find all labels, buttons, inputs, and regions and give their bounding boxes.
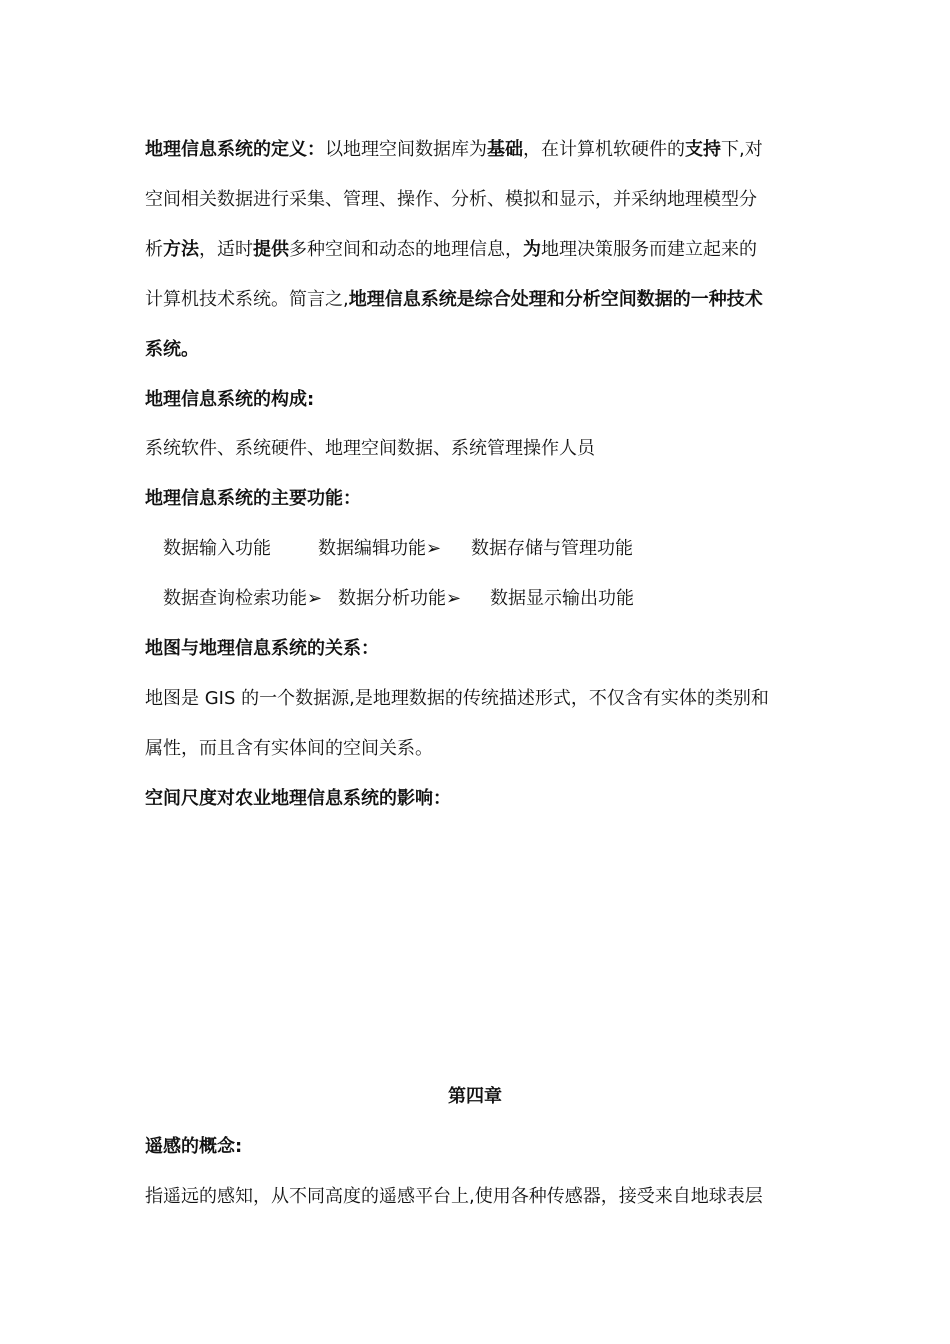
composition-heading: 地理信息系统的构成:	[145, 389, 315, 410]
definition-line-4: 计算机技术系统。简言之,地理信息系统是综合处理和分析空间数据的一种技术	[145, 289, 763, 310]
definition-line-1: 地理信息系统的定义：以地理空间数据库为基础，在计算机软硬件的支持下,对	[145, 139, 763, 160]
function-item: 数据编辑功能➢	[318, 538, 442, 559]
scale-impact-heading: 空间尺度对农业地理信息系统的影响：	[145, 788, 451, 809]
function-item: 数据存储与管理功能	[471, 538, 633, 559]
map-relation-line-2: 属性，而且含有实体间的空间关系。	[145, 738, 433, 759]
definition-line-5: 系统。	[145, 339, 199, 360]
remote-sensing-heading: 遥感的概念:	[145, 1136, 243, 1157]
map-relation-line-1: 地图是 GIS 的一个数据源,是地理数据的传统描述形式，不仅含有实体的类别和	[145, 688, 769, 709]
function-item: 数据分析功能➢	[338, 588, 462, 609]
chapter-title: 第四章	[448, 1086, 502, 1107]
function-item: 数据输入功能	[163, 538, 271, 559]
function-item: 数据查询检索功能➢	[163, 588, 323, 609]
composition-text: 系统软件、系统硬件、地理空间数据、系统管理操作人员	[145, 438, 595, 459]
function-item: 数据显示输出功能	[490, 588, 634, 609]
map-relation-heading: 地图与地理信息系统的关系：	[145, 638, 379, 659]
remote-sensing-text: 指遥远的感知，从不同高度的遥感平台上,使用各种传感器，接受来自地球表层	[145, 1186, 763, 1207]
definition-line-3: 析方法，适时提供多种空间和动态的地理信息，为地理决策服务而建立起来的	[145, 239, 757, 260]
definition-term: 地理信息系统的定义：	[145, 139, 325, 160]
definition-line-2: 空间相关数据进行采集、管理、操作、分析、模拟和显示，并采纳地理模型分	[145, 189, 757, 210]
functions-heading: 地理信息系统的主要功能：	[145, 488, 361, 509]
